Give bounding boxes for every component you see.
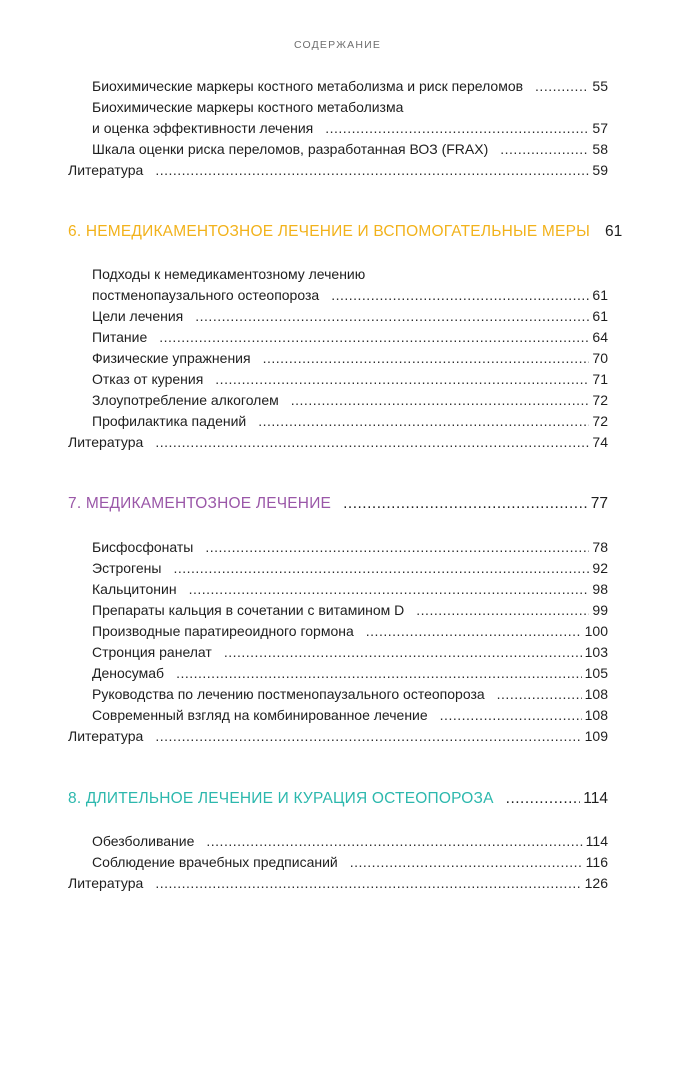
toc-entry-page: 99 — [592, 602, 608, 618]
toc-entry-title: Питание — [92, 329, 148, 345]
toc-entry-page: 61 — [592, 308, 608, 324]
dot-leader — [366, 622, 582, 640]
toc-entry-title: и оценка эффективности лечения — [92, 120, 314, 136]
toc-entry-title: Обезболивание — [92, 833, 195, 849]
toc-entry-title: Бисфосфонаты — [92, 539, 194, 555]
chapter-page: 77 — [590, 495, 608, 512]
toc-entry-page: 116 — [585, 854, 608, 870]
toc-entry-page: 78 — [592, 539, 608, 555]
toc-entry-title: Профилактика падений — [92, 413, 247, 429]
toc-entry[interactable] — [92, 98, 403, 116]
toc-entry[interactable] — [92, 580, 608, 598]
dot-leader — [350, 853, 583, 871]
toc-entry[interactable] — [92, 119, 608, 137]
toc-entry[interactable] — [92, 685, 608, 703]
toc-entry-page: 92 — [592, 560, 608, 576]
dot-leader — [440, 706, 582, 724]
dot-leader — [155, 161, 589, 179]
toc-entry[interactable] — [92, 643, 608, 661]
toc-entry-title: постменопаузального остеопороза — [92, 287, 320, 303]
toc-entry[interactable] — [92, 286, 608, 304]
toc-entry[interactable] — [92, 832, 608, 850]
dot-leader — [535, 77, 589, 95]
toc-entry-page: 105 — [584, 665, 608, 681]
dot-leader — [258, 412, 589, 430]
toc-entry-page: 71 — [592, 371, 608, 387]
dot-leader — [331, 286, 589, 304]
toc-entry-title: Шкала оценки риска переломов, разработанная ВОЗ (FRAX) — [92, 141, 489, 157]
dot-leader — [497, 685, 582, 703]
toc-entry[interactable] — [92, 412, 608, 430]
chapter-title: 8. ДЛИТЕЛЬНОЕ ЛЕЧЕНИЕ И КУРАЦИЯ ОСТЕОПОРОЗА — [68, 790, 494, 807]
toc-entry[interactable] — [92, 622, 608, 640]
dot-leader — [173, 559, 589, 577]
chapter-title: 7. МЕДИКАМЕНТОЗНОЕ ЛЕЧЕНИЕ — [68, 495, 332, 512]
chapter-8-heading[interactable] — [68, 789, 608, 809]
dot-leader — [291, 391, 590, 409]
toc-entry[interactable] — [92, 853, 608, 871]
toc-entry-page: 100 — [584, 623, 608, 639]
dot-leader — [224, 643, 582, 661]
toc-entry-literature[interactable] — [68, 433, 608, 451]
toc-entry-title: Современный взгляд на комбинированное лечение — [92, 707, 428, 723]
toc-entry-page: 61 — [592, 287, 608, 303]
toc-entry-title: Деносумаб — [92, 665, 165, 681]
toc-entry-page: 72 — [592, 413, 608, 429]
toc-entry[interactable] — [92, 538, 608, 556]
toc-entry-title: Кальцитонин — [92, 581, 177, 597]
toc-entry-page: 109 — [584, 728, 608, 744]
toc-entry-title: Соблюдение врачебных предписаний — [92, 854, 338, 870]
toc-entry[interactable] — [92, 265, 365, 283]
toc-entry-title: Стронция ранелат — [92, 644, 212, 660]
dot-leader — [416, 601, 589, 619]
toc-entry-page: 103 — [584, 644, 608, 660]
toc-entry-title: Руководства по лечению постменопаузального остеопороза — [92, 686, 485, 702]
toc-entry-literature[interactable] — [68, 161, 608, 179]
dot-leader — [155, 874, 581, 892]
chapter-7-heading[interactable] — [68, 494, 608, 514]
dot-leader — [159, 328, 589, 346]
page-header: СОДЕРЖАНИЕ — [293, 39, 382, 51]
toc-entry-title: Злоупотребление алкоголем — [92, 392, 279, 408]
toc-entry-title: Литература — [68, 162, 144, 178]
toc-entry[interactable] — [92, 77, 608, 95]
toc-entry-title: Физические упражнения — [92, 350, 251, 366]
toc-entry-page: 55 — [592, 78, 608, 94]
toc-entry[interactable] — [92, 370, 608, 388]
toc-entry-page: 126 — [584, 875, 608, 891]
dot-leader — [155, 727, 581, 745]
toc-entry-page: 108 — [584, 686, 608, 702]
toc-entry-page: 70 — [592, 350, 608, 366]
toc-entry[interactable] — [92, 706, 608, 724]
toc-entry-page: 57 — [592, 120, 608, 136]
toc-entry-page: 58 — [592, 141, 608, 157]
dot-leader — [263, 349, 590, 367]
toc-entry-page: 108 — [584, 707, 608, 723]
toc-entry-title: Подходы к немедикаментозному лечению — [92, 266, 366, 282]
chapter-6-heading[interactable] — [68, 222, 623, 242]
chapter-page: 114 — [583, 790, 608, 807]
toc-entry-title: Литература — [68, 434, 144, 450]
toc-entry[interactable] — [92, 307, 608, 325]
toc-entry-title: Биохимические маркеры костного метаболизма и риск переломов — [92, 78, 524, 94]
toc-entry-literature[interactable] — [68, 727, 608, 745]
dot-leader — [155, 433, 589, 451]
toc-entry[interactable] — [92, 664, 608, 682]
toc-entry-title: Отказ от курения — [92, 371, 204, 387]
toc-entry[interactable] — [92, 601, 608, 619]
toc-entry-title: Производные паратиреоидного гормона — [92, 623, 354, 639]
toc-entry[interactable] — [92, 559, 608, 577]
toc-entry-title: Литература — [68, 875, 144, 891]
toc-entry[interactable] — [92, 328, 608, 346]
dot-leader — [195, 307, 589, 325]
toc-entry-page: 72 — [592, 392, 608, 408]
dot-leader — [500, 140, 589, 158]
chapter-page: 61 — [605, 223, 623, 240]
dot-leader — [205, 538, 589, 556]
toc-entry[interactable] — [92, 391, 608, 409]
toc-entry-literature[interactable] — [68, 874, 608, 892]
toc-entry-title: Литература — [68, 728, 144, 744]
toc-entry-title: Биохимические маркеры костного метаболизма — [92, 99, 404, 115]
chapter-title: 6. НЕМЕДИКАМЕНТОЗНОЕ ЛЕЧЕНИЕ И ВСПОМОГАТЕЛЬНЫЕ МЕРЫ — [68, 223, 591, 240]
toc-entry-title: Эстрогены — [92, 560, 162, 576]
dot-leader — [325, 119, 589, 137]
dot-leader — [176, 664, 582, 682]
toc-entry-title: Препараты кальция в сочетании с витамином D — [92, 602, 405, 618]
toc-entry-page: 64 — [592, 329, 608, 345]
toc-entry[interactable] — [92, 349, 608, 367]
dot-leader — [189, 580, 590, 598]
toc-entry-title: Цели лечения — [92, 308, 184, 324]
toc-entry-page: 98 — [592, 581, 608, 597]
dot-leader — [506, 789, 581, 809]
dot-leader — [343, 494, 588, 514]
dot-leader — [206, 832, 582, 850]
toc-entry-page: 74 — [592, 434, 608, 450]
toc-entry-page: 59 — [592, 162, 608, 178]
toc-entry[interactable] — [92, 140, 608, 158]
toc-entry-page: 114 — [585, 833, 608, 849]
dot-leader — [215, 370, 589, 388]
